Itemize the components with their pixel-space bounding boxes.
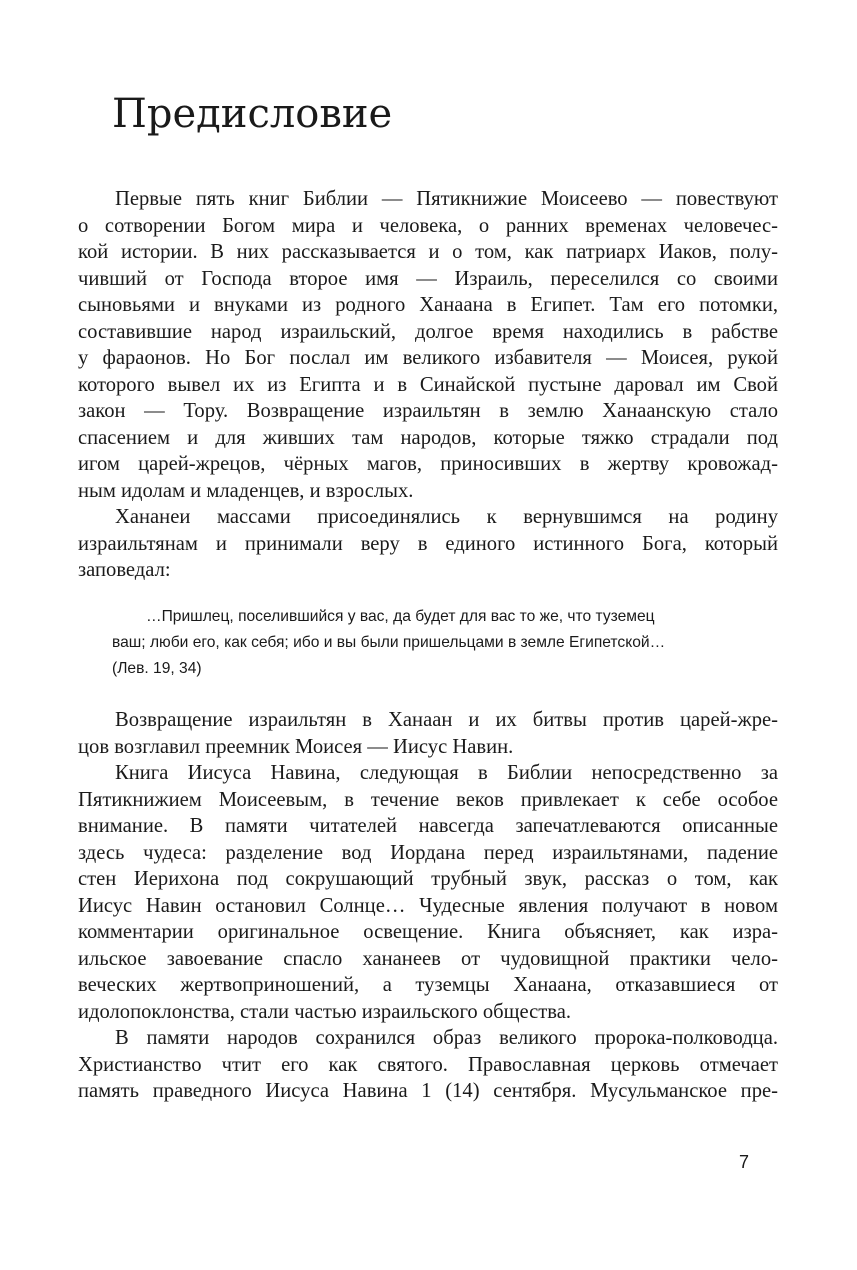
paragraph-4 — [78, 760, 778, 1025]
text-line: комментарии оригинальное освещение. Книга объясняет, как изра- — [78, 921, 778, 943]
text-line: которого вывел их из Египта и в Синайской пустыне даровал им Свой — [78, 373, 778, 396]
text-line: В памяти народов сохранился образ великого пророка-полководца. — [115, 1027, 778, 1049]
text-line: чивший от Господа второе имя — Израиль, переселился со своими — [78, 267, 778, 290]
text-line: здесь чудеса: разделение вод Иордана перед израильтянами, падение — [78, 841, 778, 864]
text-line: ным идолам и младенцев, и взрослых. — [78, 479, 414, 502]
text-line: память праведного Иисуса Навина 1 (14) сентября. Мусульманское пре- — [78, 1080, 778, 1102]
paragraph-2 — [78, 504, 778, 584]
text-line: Христианство чтит его как святого. Православная церковь отмечает — [78, 1053, 778, 1076]
text-line: Пятикнижием Моисеевым, в течение веков привлекает к себе особое — [78, 788, 778, 811]
text-line: Хананеи массами присоединялись к вернувшимся на родину — [115, 506, 778, 528]
text-line: идолопоклонства, стали частью израильского общества. — [78, 1000, 571, 1023]
scripture-quote — [112, 604, 752, 682]
text-line: о сотворении Богом мира и человека, о ранних временах человечес- — [78, 214, 778, 237]
paragraph-5 — [78, 1025, 778, 1105]
quote-line: …Пришлец, поселившийся у вас, да будет для вас то же, что туземец — [146, 608, 655, 625]
text-line: веческих жертвоприношений, а туземцы Ханаана, отказавшиеся от — [78, 974, 778, 996]
text-line: Книга Иисуса Навина, следующая в Библии непосредственно за — [115, 762, 778, 784]
text-line: Возвращение израильтян в Ханаан и их битвы против царей-жре- — [115, 709, 778, 731]
text-line: составившие народ израильский, долгое время находились в рабстве — [78, 320, 778, 343]
paragraph-3 — [78, 707, 778, 760]
text-line: ильское завоевание спасло хананеев от чудовищной практики чело- — [78, 947, 778, 970]
text-line: спасением и для живших там народов, которые тяжко страдали под — [78, 426, 778, 449]
text-line: кой истории. В них рассказывается и о том, как патриарх Иаков, полу- — [78, 241, 778, 263]
text-line: внимание. В памяти читателей навсегда запечатлеваются описанные — [78, 815, 778, 837]
text-line: Иисус Навин остановил Солнце… Чудесные явления получают в новом — [78, 894, 778, 917]
page-number: 7 — [739, 1152, 750, 1172]
text-line: цов возглавил преемник Моисея — Иисус Навин. — [78, 735, 514, 758]
text-line: заповедал: — [78, 559, 171, 581]
text-line: Первые пять книг Библии — Пятикнижие Моисеево — повествуют — [115, 188, 778, 210]
paragraph-1 — [78, 186, 778, 504]
text-line: закон — Тору. Возвращение израильтян в землю Ханаанскую стало — [78, 400, 778, 422]
quote-citation: (Лев. 19, 34) — [112, 660, 202, 677]
text-line: сыновьями и внуками из родного Ханаана в Египет. Там его потомки, — [78, 294, 778, 316]
text-line: у фараонов. Но Бог послал им великого избавителя — Моисея, рукой — [78, 347, 778, 369]
page-title: Предисловие — [112, 91, 393, 137]
text-line: израильтянам и принимали веру в единого истинного Бога, который — [78, 532, 778, 555]
text-line: игом царей-жрецов, чёрных магов, приносивших в жертву кровожад- — [78, 453, 778, 475]
quote-line: ваш; люби его, как себя; ибо и вы были пришельцами в земле Египетской… — [112, 634, 666, 651]
text-line: стен Иерихона под сокрушающий трубный звук, рассказ о том, как — [78, 868, 778, 890]
